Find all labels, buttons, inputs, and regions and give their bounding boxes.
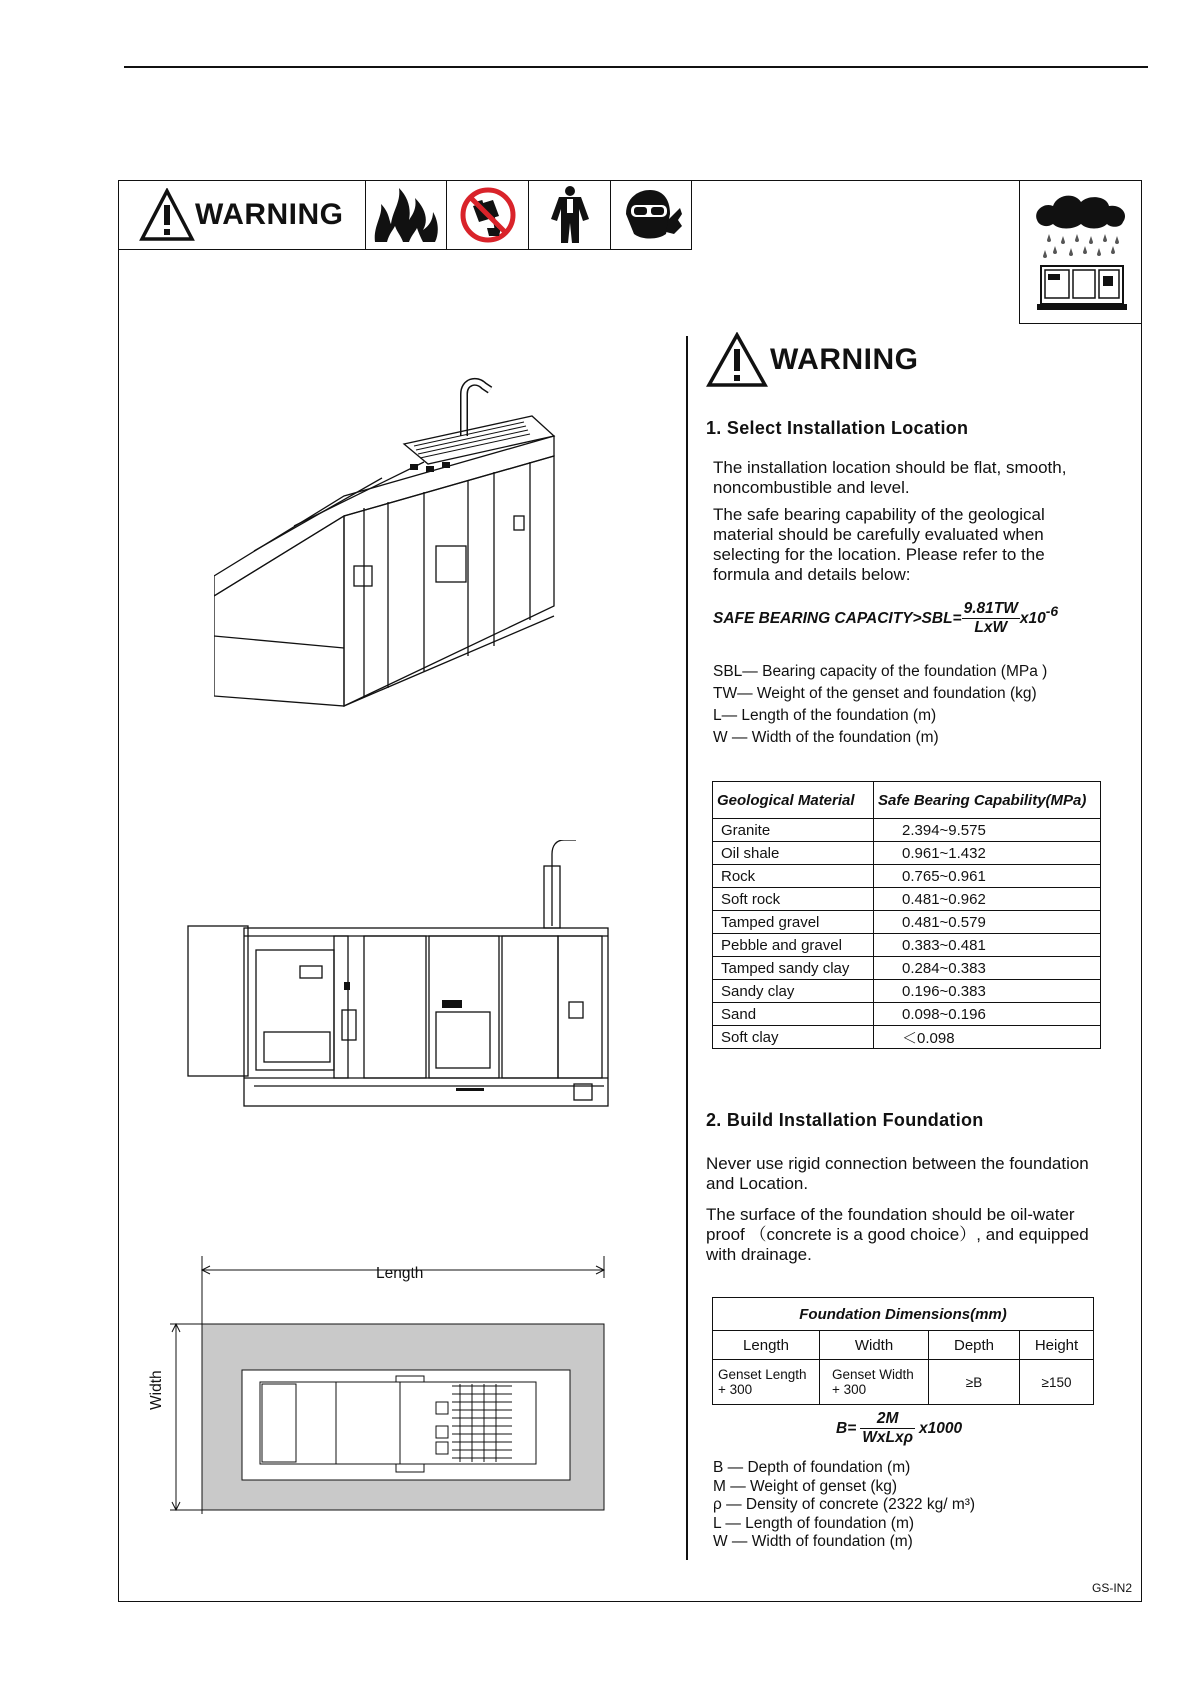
capability-cell: 0.765~0.961 <box>874 865 1101 888</box>
table-row <box>713 1026 1101 1049</box>
protective-clothing-icon-cell <box>529 180 611 249</box>
table-row <box>713 888 1101 911</box>
capability-cell: ＜0.098 <box>874 1026 1101 1049</box>
foundation-top-view-diagram <box>150 1256 620 1514</box>
length-label: Length <box>376 1265 424 1282</box>
warning-header <box>118 180 366 249</box>
no-oil-icon-cell <box>447 180 529 249</box>
material-cell: Granite <box>713 819 874 842</box>
material-cell: Sand <box>713 1003 874 1026</box>
capability-cell: 0.481~0.962 <box>874 888 1101 911</box>
geological-material-table <box>712 781 1101 1049</box>
material-cell: Pebble and gravel <box>713 934 874 957</box>
depth-formula-numerator: 2M <box>860 1410 915 1429</box>
length-cell: Genset Length + 300 <box>713 1360 820 1405</box>
protective-clothing-icon <box>545 185 595 245</box>
table-row <box>713 911 1101 934</box>
table-row <box>713 980 1101 1003</box>
depth-cell: ≥B <box>929 1360 1020 1405</box>
column-divider <box>686 336 688 1560</box>
capability-cell: 0.098~0.196 <box>874 1003 1101 1026</box>
definition-line: TW— Weight of the genset and foundation (kg) <box>713 685 1037 702</box>
right-warning-header <box>706 332 919 388</box>
capability-cell: 0.196~0.383 <box>874 980 1101 1003</box>
table-row <box>713 957 1101 980</box>
page-code: GS-IN2 <box>1092 1581 1133 1595</box>
table-row <box>713 842 1101 865</box>
table-header-row <box>713 1331 1094 1360</box>
material-cell: Oil shale <box>713 842 874 865</box>
warning-icon-bar <box>118 180 692 250</box>
rain-genset-icon <box>1031 190 1131 314</box>
width-label: Width <box>148 1370 165 1410</box>
capability-cell: 0.481~0.579 <box>874 911 1101 934</box>
definition-line: M — Weight of genset (kg) <box>713 1477 898 1495</box>
capability-cell: 0.961~1.432 <box>874 842 1101 865</box>
definition-line: ρ — Density of concrete (2322 kg/ m³) <box>713 1496 976 1513</box>
table-header: Width <box>820 1331 929 1360</box>
sbl-formula-numerator: 9.81TW <box>963 600 1018 617</box>
safety-goggles-icon-cell <box>611 180 691 249</box>
genset-isometric-drawing <box>214 376 594 736</box>
warning-triangle-icon <box>139 188 195 242</box>
section2-para2: The surface of the foundation should be oil-water proof （concrete is a good choice）, and equipped with drainage. <box>706 1205 1089 1264</box>
material-cell: Soft clay <box>713 1026 874 1049</box>
section2-title: 2. Build Installation Foundation <box>706 1110 984 1130</box>
material-cell: Tamped gravel <box>713 911 874 934</box>
table-header-row <box>713 782 1101 819</box>
sbl-formula-exponent: -6 <box>1045 602 1059 619</box>
table-header: Depth <box>929 1331 1020 1360</box>
sbl-formula-left: SAFE BEARING CAPACITY>SBL= <box>713 609 962 627</box>
depth-formula-right: x1000 <box>918 1419 963 1437</box>
sbl-definitions <box>713 661 1047 749</box>
rain-genset-icon-box <box>1019 180 1142 324</box>
table-row <box>713 1360 1094 1405</box>
depth-definitions <box>713 1459 975 1552</box>
table-header: Length <box>713 1331 820 1360</box>
table-header: Height <box>1020 1331 1094 1360</box>
definition-line: W — Width of the foundation (m) <box>713 729 939 746</box>
definition-line: B — Depth of foundation (m) <box>713 1459 911 1476</box>
capability-cell: 0.383~0.481 <box>874 934 1101 957</box>
material-cell: Rock <box>713 865 874 888</box>
depth-formula-denominator: WxLxρ <box>862 1429 913 1446</box>
section1-para1: The installation location should be flat, smooth, noncombustible and level. <box>713 458 1067 497</box>
definition-line: L— Length of the foundation (m) <box>713 707 937 724</box>
section1-para2: The safe bearing capability of the geological material should be carefully evaluated when selecting for the location. Please refer to the formula and details below: <box>713 505 1045 584</box>
section1-title: 1. Select Installation Location <box>706 418 969 438</box>
section2-para1: Never use rigid connection between the foundation and Location. <box>706 1154 1089 1193</box>
table-row <box>713 934 1101 957</box>
fire-icon <box>371 186 441 244</box>
table-title: Foundation Dimensions(mm) <box>713 1298 1094 1331</box>
fire-icon-cell <box>366 180 448 249</box>
depth-formula-fraction <box>860 1410 915 1447</box>
material-cell: Soft rock <box>713 888 874 911</box>
depth-formula <box>836 1410 962 1447</box>
table-row <box>713 1003 1101 1026</box>
table-header: Safe Bearing Capability(MPa) <box>874 782 1101 819</box>
capability-cell: 0.284~0.383 <box>874 957 1101 980</box>
width-cell: Genset Width + 300 <box>820 1360 929 1405</box>
warning-triangle-icon <box>706 332 768 388</box>
definition-line: SBL— Bearing capacity of the foundation (MPa ) <box>713 663 1048 680</box>
table-header: Geological Material <box>713 782 874 819</box>
height-cell: ≥150 <box>1020 1360 1094 1405</box>
warning-label: WARNING <box>195 197 344 231</box>
genset-side-view-drawing <box>184 840 624 1110</box>
right-warning-label: WARNING <box>770 343 919 376</box>
table-row <box>713 819 1101 842</box>
sbl-formula-right: x10 <box>1019 609 1046 627</box>
table-row <box>713 865 1101 888</box>
definition-line: L — Length of foundation (m) <box>713 1514 915 1532</box>
material-cell: Tamped sandy clay <box>713 957 874 980</box>
capability-cell: 2.394~9.575 <box>874 819 1101 842</box>
material-cell: Sandy clay <box>713 980 874 1003</box>
top-rule <box>124 66 1148 68</box>
depth-formula-left: B= <box>836 1419 857 1437</box>
sbl-formula <box>713 600 1058 637</box>
table-title-row <box>713 1298 1094 1331</box>
safety-goggles-icon <box>618 186 684 244</box>
definition-line: W — Width of foundation (m) <box>713 1533 913 1550</box>
sbl-formula-denominator: LxW <box>974 619 1008 636</box>
foundation-dimensions-table <box>712 1297 1094 1405</box>
sbl-formula-fraction <box>962 600 1020 637</box>
no-oil-icon <box>459 186 517 244</box>
